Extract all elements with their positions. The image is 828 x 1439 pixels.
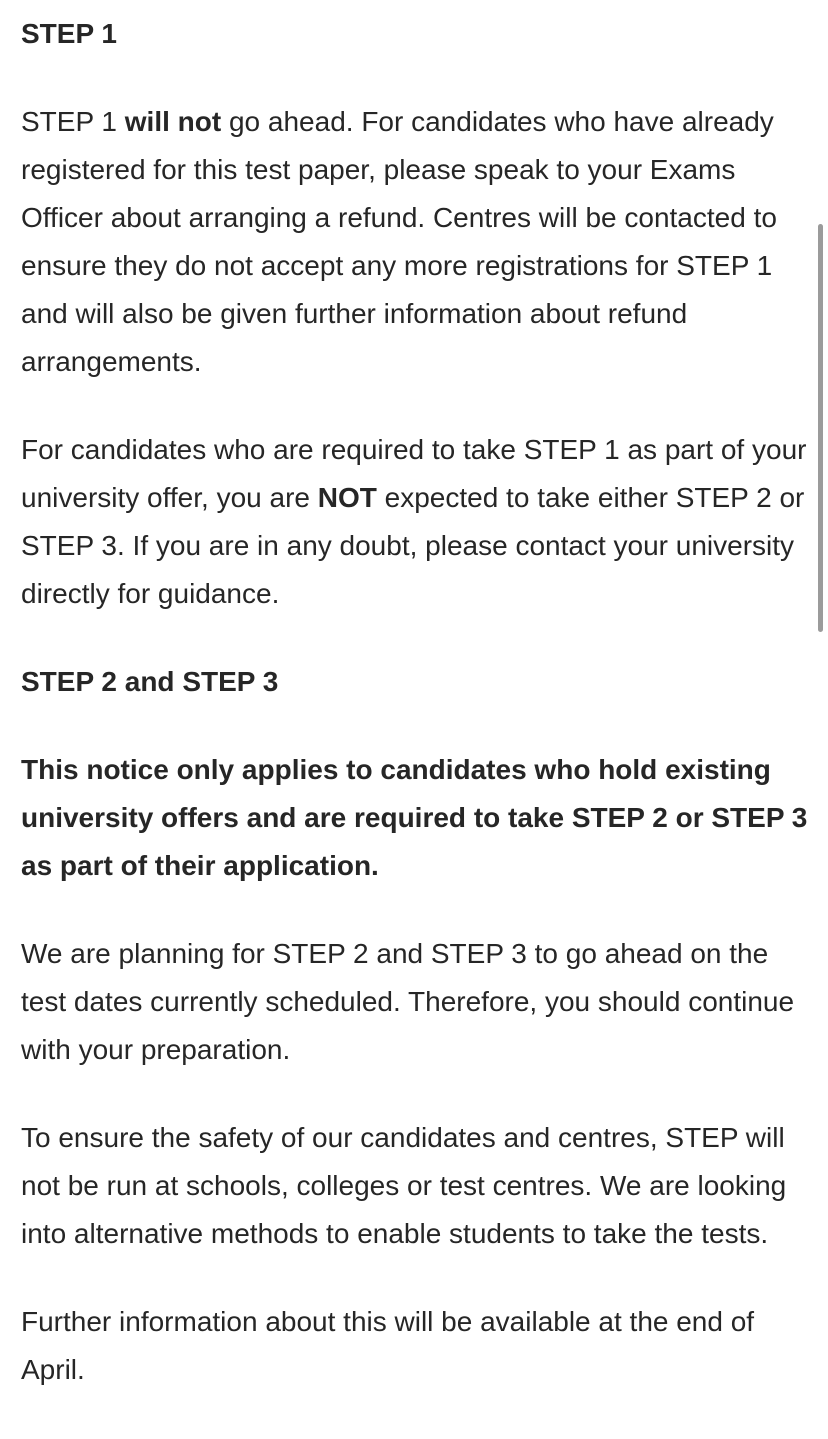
step23-notice: This notice only applies to candidates who hold existing university offers and are required to take STEP 2 or STEP 3 as part of their application. <box>21 754 808 881</box>
step23-paragraph-3: Further information about this will be available at the end of April. <box>21 1306 755 1385</box>
step1-heading: STEP 1 <box>21 18 117 49</box>
step1-paragraph-2 <box>21 426 813 618</box>
step23-heading: STEP 2 and STEP 3 <box>21 666 279 697</box>
article-content <box>21 10 813 1394</box>
step1-p1-bold: will not <box>124 106 222 137</box>
step1-paragraph-1 <box>21 98 813 386</box>
step23-paragraph-2: To ensure the safety of our candidates and centres, STEP will not be run at schools, colleges or test centres. We are looking into alternative methods to enable students to take the tests. <box>21 1122 787 1249</box>
step1-p1-post: go ahead. For candidates who have already registered for this test paper, please speak to your Exams Officer about arranging a refund. Centres will be contacted to ensure they do not accept any more registrations for STEP 1 and will also be given further information about refund arrangements. <box>21 106 777 377</box>
step1-p2-pre: For candidates who are required to take STEP 1 as part of your university offer, you are <box>21 434 807 513</box>
vertical-scrollbar[interactable] <box>818 224 823 632</box>
step1-p2-post: expected to take either STEP 2 or STEP 3. If you are in any doubt, please contact your university directly for guidance. <box>21 482 805 609</box>
step23-paragraph-1: We are planning for STEP 2 and STEP 3 to go ahead on the test dates currently scheduled. Therefore, you should continue with your preparation. <box>21 938 795 1065</box>
step1-p1-pre: STEP 1 <box>21 106 125 137</box>
step1-p2-bold: NOT <box>317 482 377 513</box>
